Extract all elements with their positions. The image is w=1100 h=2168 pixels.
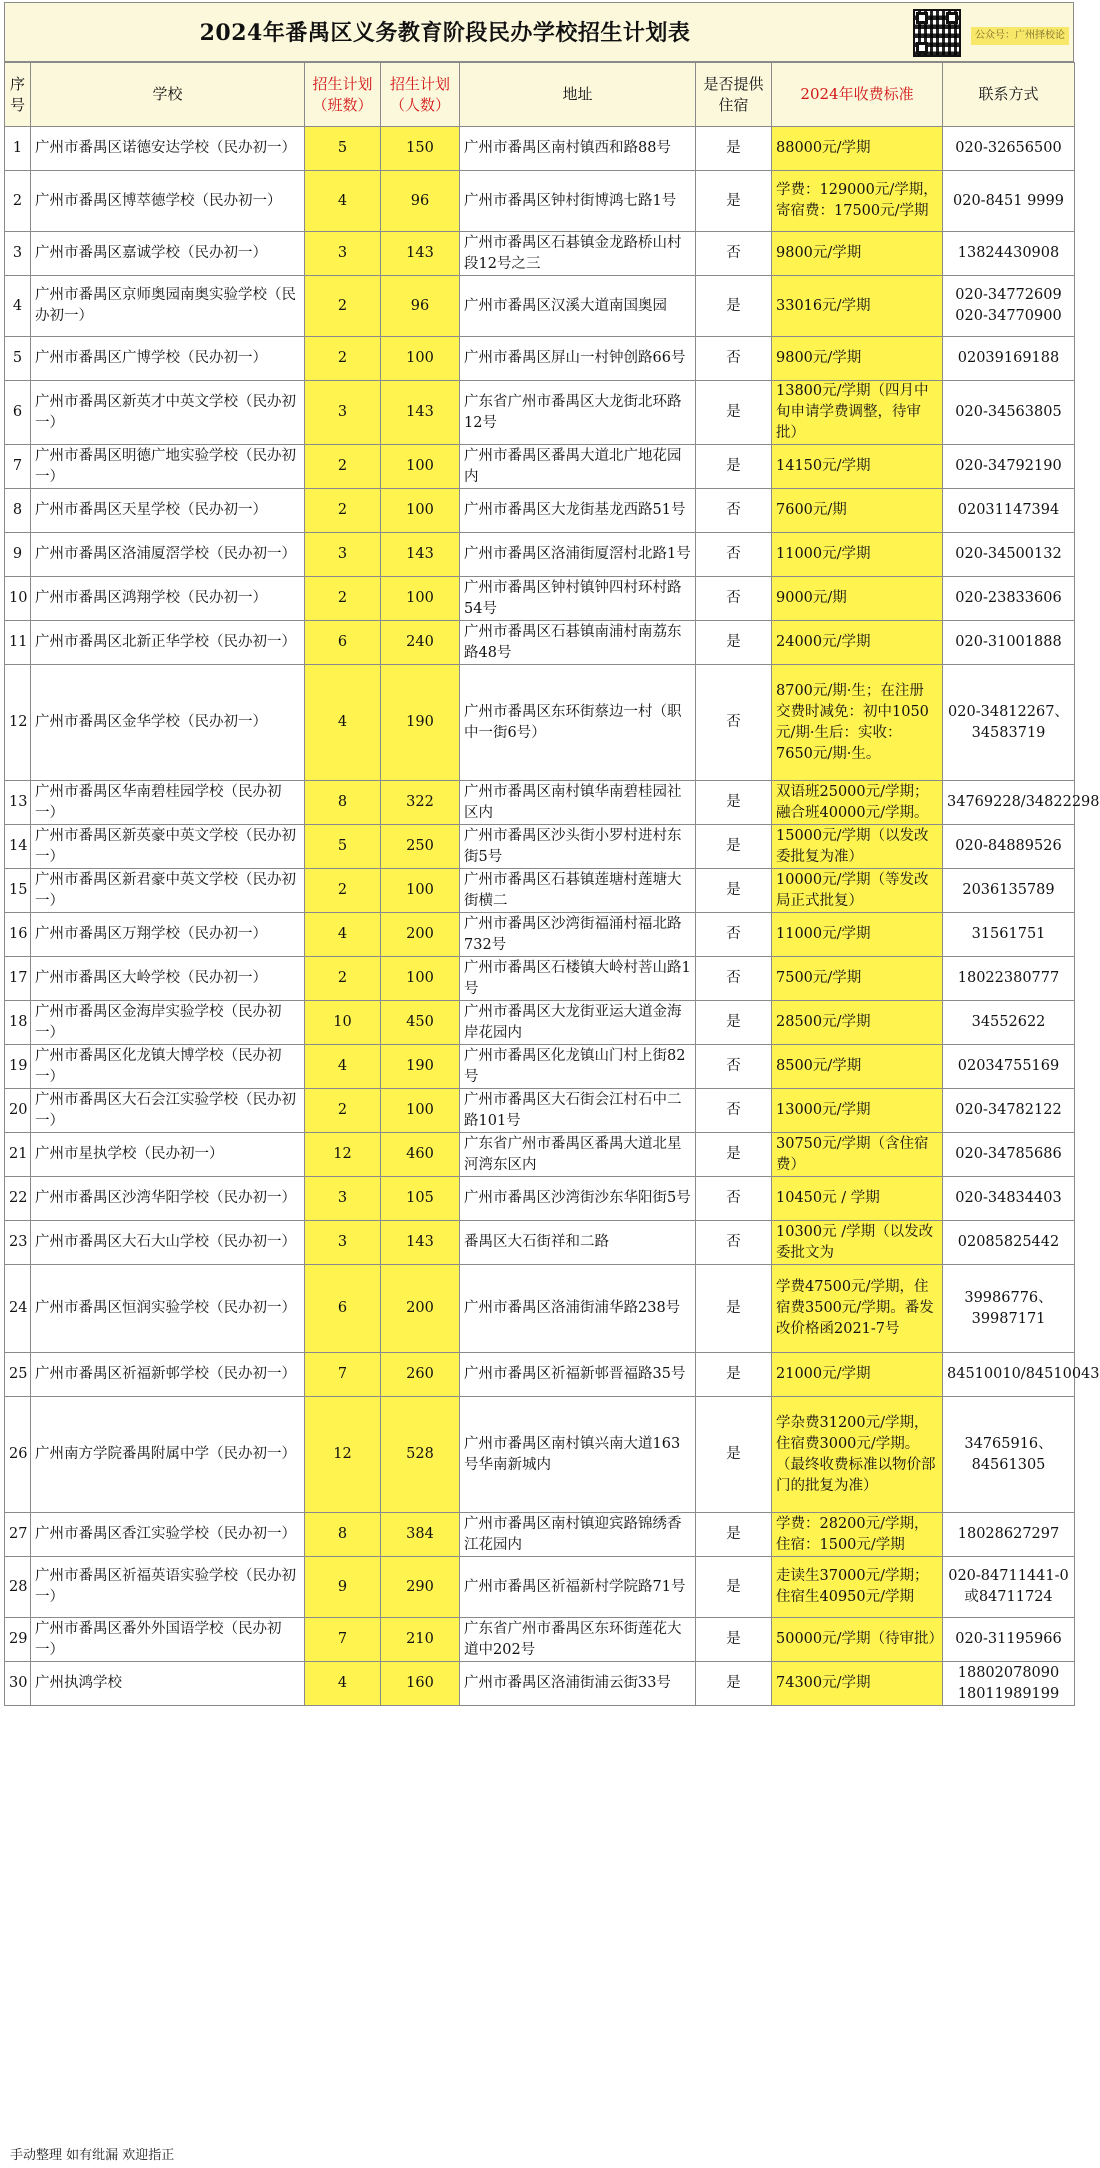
cell-contact: 020-34834403 xyxy=(943,1177,1075,1221)
cell-fee: 10300元 /学期（以发改委批文为 xyxy=(772,1221,943,1265)
cell-address: 广州市番禺区洛浦街浦云街33号 xyxy=(460,1662,696,1706)
cell-contact: 020-32656500 xyxy=(943,127,1075,171)
cell-classes: 5 xyxy=(305,825,381,869)
cell-seq: 7 xyxy=(5,445,31,489)
cell-seq: 5 xyxy=(5,337,31,381)
cell-school: 广州市番禺区大石大山学校（民办初一） xyxy=(31,1221,305,1265)
cell-address: 广州市番禺区番禺大道北广地花园内 xyxy=(460,445,696,489)
cell-address: 广东省广州市番禺区番禺大道北星河湾东区内 xyxy=(460,1133,696,1177)
header-contact: 联系方式 xyxy=(943,63,1075,127)
cell-students: 190 xyxy=(381,665,460,781)
cell-students: 143 xyxy=(381,1221,460,1265)
cell-school: 广州市番禺区祈福英语实验学校（民办初一） xyxy=(31,1557,305,1618)
cell-fee: 10000元/学期（等发改局正式批复） xyxy=(772,869,943,913)
cell-school: 广州市番禺区天星学校（民办初一） xyxy=(31,489,305,533)
cell-fee: 13000元/学期 xyxy=(772,1089,943,1133)
cell-school: 广州市番禺区洛浦厦滘学校（民办初一） xyxy=(31,533,305,577)
cell-dorm: 是 xyxy=(696,445,772,489)
cell-contact: 020-23833606 xyxy=(943,577,1075,621)
cell-students: 460 xyxy=(381,1133,460,1177)
cell-seq: 28 xyxy=(5,1557,31,1618)
table-row xyxy=(5,825,1075,869)
cell-classes: 4 xyxy=(305,1045,381,1089)
table-row xyxy=(5,1133,1075,1177)
cell-seq: 17 xyxy=(5,957,31,1001)
cell-address: 广州市番禺区祈福新邨晋福路35号 xyxy=(460,1353,696,1397)
cell-address: 广州市番禺区屏山一村钟创路66号 xyxy=(460,337,696,381)
cell-dorm: 是 xyxy=(696,1557,772,1618)
cell-students: 528 xyxy=(381,1397,460,1513)
cell-contact: 020-34785686 xyxy=(943,1133,1075,1177)
cell-address: 广州市番禺区钟村街博鸿七路1号 xyxy=(460,171,696,232)
cell-seq: 10 xyxy=(5,577,31,621)
cell-students: 143 xyxy=(381,533,460,577)
cell-address: 广州市番禺区沙头街小罗村进村东街5号 xyxy=(460,825,696,869)
cell-school: 广州市番禺区化龙镇大博学校（民办初一） xyxy=(31,1045,305,1089)
cell-school: 广州市番禺区京师奥园南奥实验学校（民办初一） xyxy=(31,276,305,337)
cell-classes: 6 xyxy=(305,621,381,665)
cell-classes: 3 xyxy=(305,381,381,445)
cell-fee: 33016元/学期 xyxy=(772,276,943,337)
cell-address: 广州市番禺区大龙街亚运大道金海岸花园内 xyxy=(460,1001,696,1045)
cell-dorm: 否 xyxy=(696,1045,772,1089)
cell-classes: 3 xyxy=(305,533,381,577)
cell-fee: 13800元/学期（四月中旬申请学费调整，待审批） xyxy=(772,381,943,445)
footer-note: 手动整理 如有纰漏 欢迎指正 xyxy=(10,2148,175,2163)
table-row xyxy=(5,1662,1075,1706)
table-body xyxy=(5,127,1100,1706)
cell-seq: 21 xyxy=(5,1133,31,1177)
cell-contact: 020-31195966 xyxy=(943,1618,1075,1662)
cell-students: 143 xyxy=(381,381,460,445)
cell-fee: 学费：28200元/学期，住宿：1500元/学期 xyxy=(772,1513,943,1557)
cell-classes: 4 xyxy=(305,913,381,957)
cell-school: 广州市番禺区新君豪中英文学校（民办初一） xyxy=(31,869,305,913)
cell-address: 广东省广州市番禺区大龙街北环路12号 xyxy=(460,381,696,445)
cell-students: 100 xyxy=(381,957,460,1001)
cell-fee: 双语班25000元/学期；融合班40000元/学期。 xyxy=(772,781,943,825)
cell-contact: 18022380777 xyxy=(943,957,1075,1001)
cell-fee: 11000元/学期 xyxy=(772,533,943,577)
cell-seq: 9 xyxy=(5,533,31,577)
cell-dorm: 否 xyxy=(696,1089,772,1133)
cell-school: 广州市番禺区明德广地实验学校（民办初一） xyxy=(31,445,305,489)
cell-dorm: 是 xyxy=(696,1397,772,1513)
header-dorm: 是否提供住宿 xyxy=(696,63,772,127)
cell-contact: 020-34782122 xyxy=(943,1089,1075,1133)
cell-address: 广州市番禺区石碁镇南浦村南荔东路48号 xyxy=(460,621,696,665)
cell-seq: 6 xyxy=(5,381,31,445)
cell-fee: 14150元/学期 xyxy=(772,445,943,489)
cell-seq: 23 xyxy=(5,1221,31,1265)
cell-address: 广州市番禺区洛浦街厦滘村北路1号 xyxy=(460,533,696,577)
cell-seq: 14 xyxy=(5,825,31,869)
cell-dorm: 是 xyxy=(696,381,772,445)
cell-fee: 30750元/学期（含住宿费） xyxy=(772,1133,943,1177)
cell-students: 105 xyxy=(381,1177,460,1221)
header-address: 地址 xyxy=(460,63,696,127)
cell-seq: 2 xyxy=(5,171,31,232)
cell-classes: 8 xyxy=(305,1513,381,1557)
cell-fee: 7500元/学期 xyxy=(772,957,943,1001)
cell-classes: 2 xyxy=(305,1089,381,1133)
cell-address: 广州市番禺区石楼镇大岭村菩山路1号 xyxy=(460,957,696,1001)
cell-school: 广州市番禺区嘉诚学校（民办初一） xyxy=(31,232,305,276)
cell-classes: 8 xyxy=(305,781,381,825)
cell-school: 广州执鸿学校 xyxy=(31,1662,305,1706)
cell-seq: 27 xyxy=(5,1513,31,1557)
cell-dorm: 是 xyxy=(696,621,772,665)
cell-fee: 学杂费31200元/学期，住宿费3000元/学期。（最终收费标准以物价部门的批复为准） xyxy=(772,1397,943,1513)
cell-contact: 020-31001888 xyxy=(943,621,1075,665)
cell-dorm: 否 xyxy=(696,1177,772,1221)
cell-school: 广州市番禺区金海岸实验学校（民办初一） xyxy=(31,1001,305,1045)
cell-classes: 7 xyxy=(305,1618,381,1662)
cell-students: 150 xyxy=(381,127,460,171)
cell-contact: 020-8451 9999 xyxy=(943,171,1075,232)
cell-seq: 26 xyxy=(5,1397,31,1513)
table-row xyxy=(5,1618,1075,1662)
cell-classes: 7 xyxy=(305,1353,381,1397)
cell-address: 广州市番禺区化龙镇山门村上街82号 xyxy=(460,1045,696,1089)
cell-fee: 11000元/学期 xyxy=(772,913,943,957)
cell-classes: 2 xyxy=(305,337,381,381)
cell-contact: 020-84889526 xyxy=(943,825,1075,869)
cell-seq: 25 xyxy=(5,1353,31,1397)
cell-seq: 8 xyxy=(5,489,31,533)
cell-students: 190 xyxy=(381,1045,460,1089)
table-row xyxy=(5,781,1075,825)
title-bar xyxy=(4,2,1074,62)
cell-fee: 50000元/学期（待审批） xyxy=(772,1618,943,1662)
cell-students: 143 xyxy=(381,232,460,276)
cell-dorm: 否 xyxy=(696,1221,772,1265)
cell-address: 广东省广州市番禺区东环街莲花大道中202号 xyxy=(460,1618,696,1662)
cell-classes: 12 xyxy=(305,1133,381,1177)
cell-school: 广州市星执学校（民办初一） xyxy=(31,1133,305,1177)
cell-classes: 3 xyxy=(305,1177,381,1221)
table-row xyxy=(5,445,1075,489)
cell-seq: 20 xyxy=(5,1089,31,1133)
cell-dorm: 否 xyxy=(696,577,772,621)
cell-classes: 2 xyxy=(305,276,381,337)
cell-students: 210 xyxy=(381,1618,460,1662)
cell-address: 广州市番禺区沙湾街福涌村福北路732号 xyxy=(460,913,696,957)
cell-classes: 2 xyxy=(305,489,381,533)
cell-dorm: 否 xyxy=(696,232,772,276)
cell-school: 广州市番禺区广博学校（民办初一） xyxy=(31,337,305,381)
cell-students: 96 xyxy=(381,276,460,337)
cell-students: 160 xyxy=(381,1662,460,1706)
cell-fee: 74300元/学期 xyxy=(772,1662,943,1706)
table-row xyxy=(5,533,1075,577)
cell-contact: 13824430908 xyxy=(943,232,1075,276)
cell-fee: 21000元/学期 xyxy=(772,1353,943,1397)
cell-address: 广州市番禺区大石街会江村石中二路101号 xyxy=(460,1089,696,1133)
cell-school: 广州南方学院番禺附属中学（民办初一） xyxy=(31,1397,305,1513)
table-row xyxy=(5,276,1075,337)
cell-students: 240 xyxy=(381,621,460,665)
table-row xyxy=(5,621,1075,665)
cell-address: 广州市番禺区南村镇兴南大道163号华南新城内 xyxy=(460,1397,696,1513)
table-row xyxy=(5,1353,1075,1397)
cell-contact: 18802078090 18011989199 xyxy=(943,1662,1075,1706)
cell-school: 广州市番禺区沙湾华阳学校（民办初一） xyxy=(31,1177,305,1221)
cell-dorm: 是 xyxy=(696,1662,772,1706)
cell-seq: 11 xyxy=(5,621,31,665)
cell-seq: 15 xyxy=(5,869,31,913)
cell-classes: 5 xyxy=(305,127,381,171)
cell-contact: 18028627297 xyxy=(943,1513,1075,1557)
cell-fee: 学费：129000元/学期，寄宿费：17500元/学期 xyxy=(772,171,943,232)
table-row xyxy=(5,171,1075,232)
cell-fee: 24000元/学期 xyxy=(772,621,943,665)
cell-contact: 02085825442 xyxy=(943,1221,1075,1265)
table-row xyxy=(5,1177,1075,1221)
cell-seq: 22 xyxy=(5,1177,31,1221)
header-fee: 2024年收费标准 xyxy=(772,63,943,127)
cell-dorm: 是 xyxy=(696,1133,772,1177)
cell-seq: 12 xyxy=(5,665,31,781)
cell-fee: 9000元/期 xyxy=(772,577,943,621)
cell-students: 322 xyxy=(381,781,460,825)
table-row xyxy=(5,1557,1075,1618)
cell-address: 广州市番禺区钟村镇钟四村环村路54号 xyxy=(460,577,696,621)
cell-school: 广州市番禺区大岭学校（民办初一） xyxy=(31,957,305,1001)
cell-seq: 13 xyxy=(5,781,31,825)
table-row xyxy=(5,913,1075,957)
cell-seq: 4 xyxy=(5,276,31,337)
table-row xyxy=(5,381,1075,445)
cell-dorm: 是 xyxy=(696,1265,772,1353)
cell-dorm: 是 xyxy=(696,276,772,337)
cell-fee: 10450元 / 学期 xyxy=(772,1177,943,1221)
cell-seq: 18 xyxy=(5,1001,31,1045)
cell-address: 广州市番禺区石碁镇莲塘村莲塘大街横二 xyxy=(460,869,696,913)
cell-dorm: 是 xyxy=(696,825,772,869)
cell-contact: 02034755169 xyxy=(943,1045,1075,1089)
cell-dorm: 否 xyxy=(696,337,772,381)
cell-contact: 020-34500132 xyxy=(943,533,1075,577)
cell-students: 250 xyxy=(381,825,460,869)
cell-students: 100 xyxy=(381,869,460,913)
cell-dorm: 否 xyxy=(696,665,772,781)
cell-school: 广州市番禺区祈福新邨学校（民办初一） xyxy=(31,1353,305,1397)
cell-contact: 020-84711441-0或84711724 xyxy=(943,1557,1075,1618)
cell-school: 广州市番禺区番外外国语学校（民办初一） xyxy=(31,1618,305,1662)
cell-address: 广州市番禺区大龙街基龙西路51号 xyxy=(460,489,696,533)
cell-seq: 30 xyxy=(5,1662,31,1706)
account-badge: 公众号：广州择校论 xyxy=(971,27,1069,45)
cell-dorm: 是 xyxy=(696,171,772,232)
table-header-row xyxy=(5,63,1075,127)
cell-students: 260 xyxy=(381,1353,460,1397)
cell-dorm: 是 xyxy=(696,1618,772,1662)
cell-address: 广州市番禺区祈福新村学院路71号 xyxy=(460,1557,696,1618)
cell-fee: 走读生37000元/学期；住宿生40950元/学期 xyxy=(772,1557,943,1618)
cell-fee: 7600元/期 xyxy=(772,489,943,533)
cell-students: 100 xyxy=(381,1089,460,1133)
table-row xyxy=(5,337,1075,381)
cell-classes: 4 xyxy=(305,665,381,781)
table-row xyxy=(5,1397,1075,1513)
cell-students: 290 xyxy=(381,1557,460,1618)
cell-address: 广州市番禺区汉溪大道南国奥园 xyxy=(460,276,696,337)
cell-classes: 6 xyxy=(305,1265,381,1353)
cell-contact: 020-34772609 020-34770900 xyxy=(943,276,1075,337)
cell-dorm: 是 xyxy=(696,127,772,171)
cell-school: 广州市番禺区鸿翔学校（民办初一） xyxy=(31,577,305,621)
cell-contact: 39986776、39987171 xyxy=(943,1265,1075,1353)
cell-contact: 34769228/34822298 xyxy=(943,781,1075,825)
cell-classes: 4 xyxy=(305,171,381,232)
cell-seq: 19 xyxy=(5,1045,31,1089)
cell-students: 100 xyxy=(381,337,460,381)
cell-school: 广州市番禺区香江实验学校（民办初一） xyxy=(31,1513,305,1557)
cell-fee: 15000元/学期（以发改委批复为准） xyxy=(772,825,943,869)
cell-dorm: 是 xyxy=(696,1353,772,1397)
table-row xyxy=(5,1221,1075,1265)
cell-contact: 020-34792190 xyxy=(943,445,1075,489)
cell-classes: 12 xyxy=(305,1397,381,1513)
cell-contact: 020-34563805 xyxy=(943,381,1075,445)
cell-school: 广州市番禺区新英豪中英文学校（民办初一） xyxy=(31,825,305,869)
cell-school: 广州市番禺区北新正华学校（民办初一） xyxy=(31,621,305,665)
cell-classes: 3 xyxy=(305,232,381,276)
cell-address: 广州市番禺区洛浦街浦华路238号 xyxy=(460,1265,696,1353)
cell-seq: 16 xyxy=(5,913,31,957)
cell-seq: 29 xyxy=(5,1618,31,1662)
cell-school: 广州市番禺区诺德安达学校（民办初一） xyxy=(31,127,305,171)
cell-classes: 2 xyxy=(305,957,381,1001)
cell-students: 384 xyxy=(381,1513,460,1557)
cell-address: 番禺区大石街祥和二路 xyxy=(460,1221,696,1265)
cell-dorm: 否 xyxy=(696,913,772,957)
cell-dorm: 是 xyxy=(696,869,772,913)
cell-dorm: 否 xyxy=(696,533,772,577)
table-row xyxy=(5,957,1075,1001)
table-row xyxy=(5,1265,1075,1353)
cell-dorm: 否 xyxy=(696,957,772,1001)
table-row xyxy=(5,1045,1075,1089)
table-row xyxy=(5,665,1075,781)
cell-classes: 2 xyxy=(305,577,381,621)
cell-classes: 2 xyxy=(305,445,381,489)
table-row xyxy=(5,232,1075,276)
cell-dorm: 是 xyxy=(696,1001,772,1045)
cell-classes: 10 xyxy=(305,1001,381,1045)
cell-contact: 34552622 xyxy=(943,1001,1075,1045)
cell-students: 100 xyxy=(381,445,460,489)
cell-classes: 3 xyxy=(305,1221,381,1265)
cell-students: 200 xyxy=(381,1265,460,1353)
cell-fee: 28500元/学期 xyxy=(772,1001,943,1045)
cell-contact: 34765916、84561305 xyxy=(943,1397,1075,1513)
cell-students: 96 xyxy=(381,171,460,232)
table-row xyxy=(5,869,1075,913)
cell-contact: 31561751 xyxy=(943,913,1075,957)
cell-address: 广州市番禺区石碁镇金龙路桥山村段12号之三 xyxy=(460,232,696,276)
header-students: 招生计划（人数） xyxy=(381,63,460,127)
cell-school: 广州市番禺区华南碧桂园学校（民办初一） xyxy=(31,781,305,825)
header-seq: 序号 xyxy=(5,63,31,127)
cell-dorm: 否 xyxy=(696,489,772,533)
cell-students: 100 xyxy=(381,577,460,621)
header-classes: 招生计划（班数） xyxy=(305,63,381,127)
cell-fee: 9800元/学期 xyxy=(772,232,943,276)
cell-school: 广州市番禺区恒润实验学校（民办初一） xyxy=(31,1265,305,1353)
cell-fee: 学费47500元/学期，住宿费3500元/学期。番发改价格函2021-7号 xyxy=(772,1265,943,1353)
cell-seq: 24 xyxy=(5,1265,31,1353)
cell-students: 100 xyxy=(381,489,460,533)
table-row xyxy=(5,127,1075,171)
cell-students: 200 xyxy=(381,913,460,957)
cell-contact: 02039169188 xyxy=(943,337,1075,381)
cell-students: 450 xyxy=(381,1001,460,1045)
cell-address: 广州市番禺区南村镇西和路88号 xyxy=(460,127,696,171)
qr-code-icon xyxy=(913,9,961,57)
cell-address: 广州市番禺区南村镇迎宾路锦绣香江花园内 xyxy=(460,1513,696,1557)
cell-school: 广州市番禺区万翔学校（民办初一） xyxy=(31,913,305,957)
table-row xyxy=(5,489,1075,533)
cell-contact: 84510010/84510043 xyxy=(943,1353,1075,1397)
cell-contact: 02031147394 xyxy=(943,489,1075,533)
cell-school: 广州市番禺区大石会江实验学校（民办初一） xyxy=(31,1089,305,1133)
cell-seq: 1 xyxy=(5,127,31,171)
table-row xyxy=(5,1513,1075,1557)
cell-fee: 8700元/期·生；在注册交费时减免：初中1050元/期·生后：实收：7650元/期·生。 xyxy=(772,665,943,781)
cell-school: 广州市番禺区新英才中英文学校（民办初一） xyxy=(31,381,305,445)
cell-dorm: 是 xyxy=(696,781,772,825)
cell-contact: 020-34812267、34583719 xyxy=(943,665,1075,781)
cell-school: 广州市番禺区博萃德学校（民办初一） xyxy=(31,171,305,232)
enrollment-sheet xyxy=(4,2,1100,2163)
cell-seq: 3 xyxy=(5,232,31,276)
cell-address: 广州市番禺区东环街蔡边一村（职中一街6号） xyxy=(460,665,696,781)
table-row xyxy=(5,1001,1075,1045)
table-row xyxy=(5,1089,1075,1133)
cell-fee: 8500元/学期 xyxy=(772,1045,943,1089)
cell-contact: 2036135789 xyxy=(943,869,1075,913)
cell-classes: 2 xyxy=(305,869,381,913)
table-row xyxy=(5,577,1075,621)
cell-dorm: 是 xyxy=(696,1513,772,1557)
cell-fee: 88000元/学期 xyxy=(772,127,943,171)
cell-fee: 9800元/学期 xyxy=(772,337,943,381)
cell-school: 广州市番禺区金华学校（民办初一） xyxy=(31,665,305,781)
cell-address: 广州市番禺区沙湾街沙东华阳街5号 xyxy=(460,1177,696,1221)
page-title: 2024年番禺区义务教育阶段民办学校招生计划表 xyxy=(199,20,691,46)
enrollment-plan-table xyxy=(4,62,1100,1706)
header-school: 学校 xyxy=(31,63,305,127)
cell-classes: 4 xyxy=(305,1662,381,1706)
cell-address: 广州市番禺区南村镇华南碧桂园社区内 xyxy=(460,781,696,825)
cell-classes: 9 xyxy=(305,1557,381,1618)
